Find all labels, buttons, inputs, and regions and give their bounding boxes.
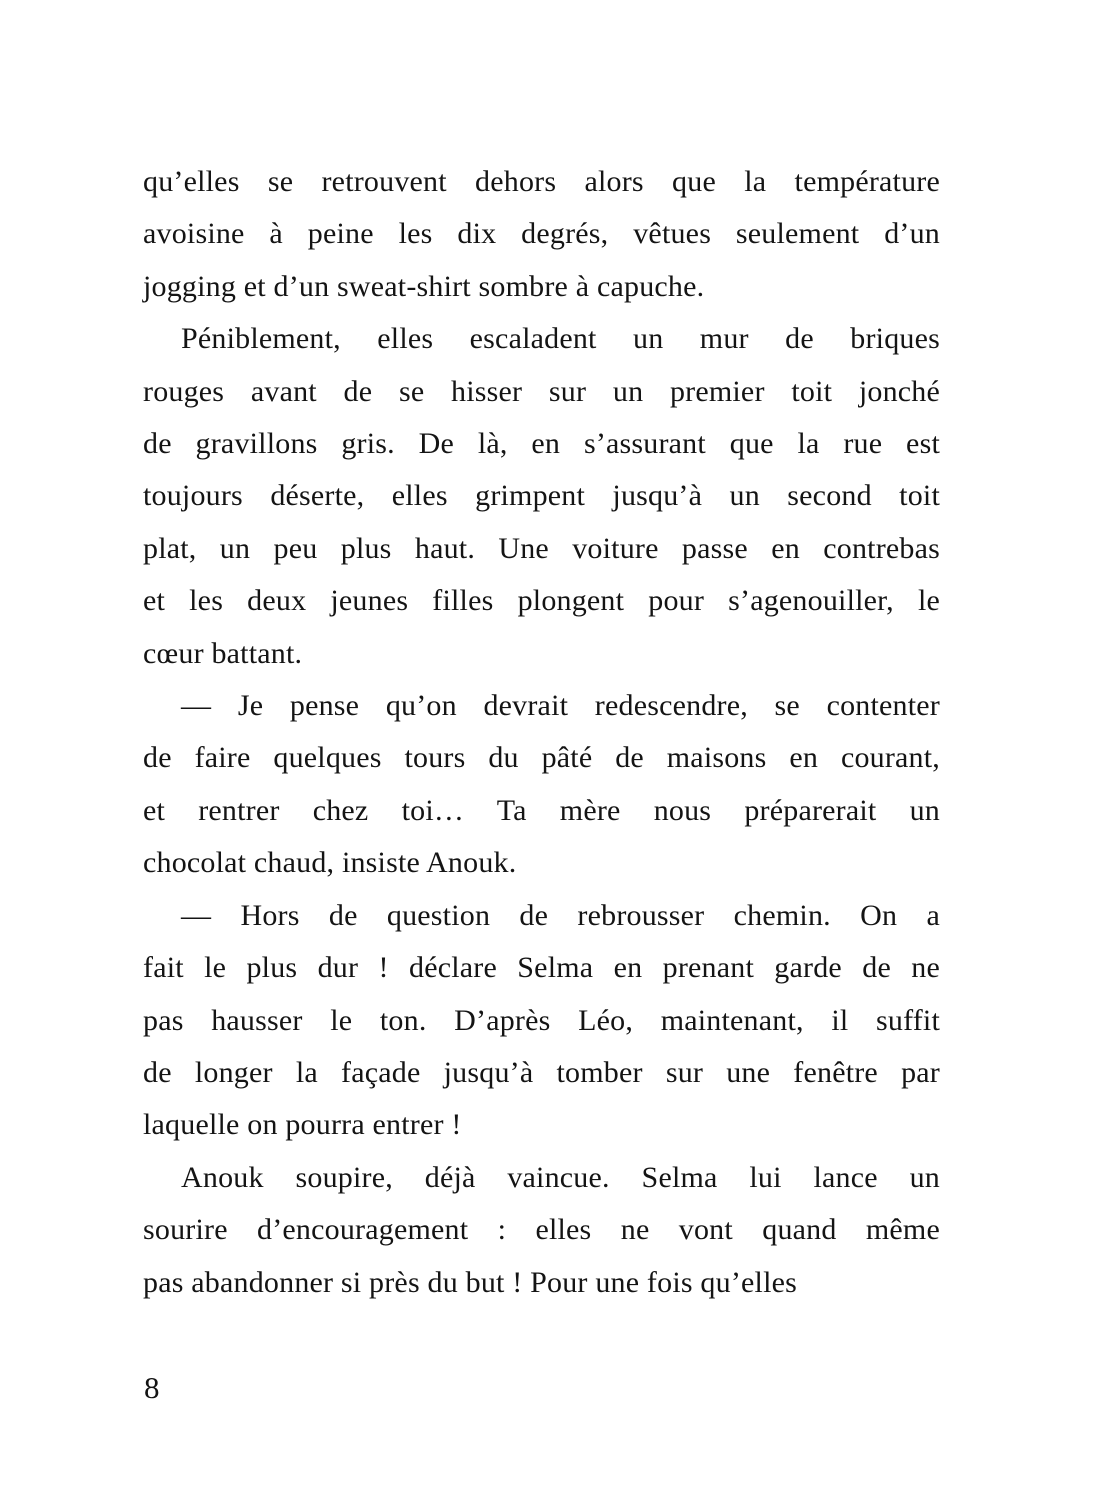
paragraph [143,156,940,313]
text-line: pas abandonner si près du but ! Pour une fois qu’elles [143,1265,797,1299]
text-line: sourire d’encouragement : elles ne vont quand même [143,1213,940,1247]
paragraph [143,680,940,890]
text-line: plat, un peu plus haut. Une voiture passe en contrebas [143,531,940,565]
text-line: et rentrer chez toi… Ta mère nous préparerait un [143,793,940,827]
text-line: et les deux jeunes filles plongent pour s’agenouiller, le [143,584,940,618]
text-line: de gravillons gris. De là, en s’assurant que la rue est [143,427,940,461]
text-line: jogging et d’un sweat-shirt sombre à capuche. [143,269,705,303]
text-line: rouges avant de se hisser sur un premier toit jonché [143,374,940,408]
text-line: fait le plus dur ! déclare Selma en prenant garde de ne [143,951,940,985]
text-line: — Hors de question de rebrousser chemin. On a [181,898,940,932]
text-line: toujours déserte, elles grimpent jusqu’à un second toit [143,479,940,513]
text-line: cœur battant. [143,636,303,670]
paragraph [143,890,940,1152]
body-text [143,156,940,1309]
text-line: de faire quelques tours du pâté de maisons en courant, [143,741,940,775]
text-line: chocolat chaud, insiste Anouk. [143,846,517,880]
text-line: Péniblement, elles escaladent un mur de briques [181,322,940,356]
text-line: pas hausser le ton. D’après Léo, maintenant, il suffit [143,1003,940,1037]
paragraph [143,313,940,680]
text-line: avoisine à peine les dix degrés, vêtues seulement d’un [143,217,940,251]
text-line: de longer la façade jusqu’à tomber sur une fenêtre par [143,1055,940,1089]
text-line: qu’elles se retrouvent dehors alors que la température [143,165,940,198]
page-number: 8 [144,1370,160,1405]
text-line: — Je pense qu’on devrait redescendre, se contenter [181,689,940,723]
paragraph [143,1152,940,1309]
text-line: Anouk soupire, déjà vaincue. Selma lui lance un [181,1160,940,1194]
text-line: laquelle on pourra entrer ! [143,1108,462,1142]
